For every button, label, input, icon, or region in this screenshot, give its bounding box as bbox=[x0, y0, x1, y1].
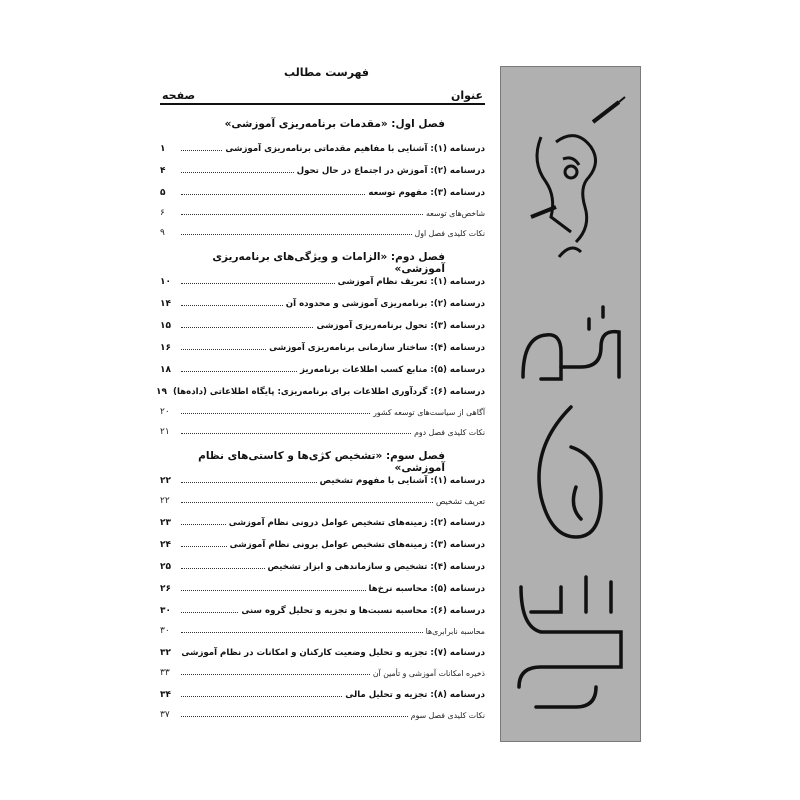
toc-subentry bbox=[160, 700, 485, 720]
toc-subentry bbox=[160, 218, 485, 238]
entry-label: درسنامه (۱): آشنایی با مفاهیم مقدماتی برنامه‌ریزی آموزشی bbox=[225, 144, 485, 154]
entry-page-number: ۲۵ bbox=[160, 562, 171, 572]
entry-page-number: ۲۶ bbox=[160, 584, 171, 594]
toc-entry bbox=[160, 353, 485, 375]
emblem-icon bbox=[531, 97, 625, 257]
entry-page-number: ۱۶ bbox=[160, 343, 171, 353]
entry-page-number: ۱۰ bbox=[160, 277, 171, 287]
entry-label: درسنامه (۲): برنامه‌ریزی آموزشی و محدوده آن bbox=[285, 299, 485, 309]
dot-leader bbox=[181, 305, 283, 306]
entry-label: ذخیره امکانات آموزشی و تأمین آن bbox=[372, 669, 485, 678]
dot-leader bbox=[181, 150, 222, 151]
table-of-contents bbox=[156, 66, 485, 720]
entry-label: درسنامه (۷): تجزیه و تحلیل وضعیت کارکنان و امکانات در نظام آموزشی bbox=[181, 648, 485, 658]
dot-leader bbox=[181, 327, 313, 328]
toc-entry bbox=[160, 528, 485, 550]
toc-entry bbox=[160, 550, 485, 572]
toc-subentry bbox=[160, 198, 485, 218]
entry-label: درسنامه (۲): آموزش در اجتماع در حال تحول bbox=[296, 166, 485, 176]
dot-leader bbox=[181, 674, 370, 675]
dot-leader bbox=[181, 433, 411, 434]
toc-entry bbox=[160, 176, 485, 198]
entry-page-number: ۵ bbox=[160, 188, 166, 198]
entry-page-number: ۴ bbox=[160, 166, 166, 176]
entry-label: درسنامه (۳): مفهوم توسعه bbox=[368, 188, 485, 198]
toc-subentry bbox=[160, 417, 485, 437]
title-column-header: عنوان bbox=[450, 89, 483, 102]
entry-page-number: ۱۵ bbox=[160, 321, 171, 331]
dot-leader bbox=[181, 632, 423, 633]
toc-entry bbox=[160, 132, 485, 154]
entry-page-number: ۳۲ bbox=[160, 648, 171, 658]
chapter-title: فصل اول: «مقدمات برنامه‌ریزی آموزشی» bbox=[224, 118, 445, 130]
dot-leader bbox=[181, 234, 412, 235]
dot-leader bbox=[181, 413, 370, 414]
entry-label: محاسبه نابرابری‌ها bbox=[425, 627, 485, 636]
toc-entry bbox=[160, 154, 485, 176]
chapter-title: فصل دوم: «الزامات و ویژگی‌های برنامه‌ریزی آموزشی» bbox=[212, 251, 445, 275]
entry-label: شاخص‌های توسعه bbox=[425, 209, 485, 218]
entry-page-number: ۶ bbox=[160, 208, 165, 218]
dot-leader bbox=[181, 502, 433, 503]
dot-leader bbox=[181, 568, 265, 569]
calligraphy-mark bbox=[519, 307, 621, 707]
entry-label: درسنامه (۳): زمینه‌های تشخیص عوامل برونی نظام آموزشی bbox=[229, 540, 485, 550]
entry-label: تعریف تشخیص bbox=[435, 497, 485, 506]
entry-label: درسنامه (۴): ساختار سازمانی برنامه‌ریزی آموزشی bbox=[269, 343, 485, 353]
entry-page-number: ۱۴ bbox=[160, 299, 171, 309]
entry-page-number: ۳۰ bbox=[160, 606, 171, 616]
entry-page-number: ۲۲ bbox=[160, 476, 171, 486]
publisher-logo-panel bbox=[500, 66, 641, 742]
entry-label: درسنامه (۲): زمینه‌های تشخیص عوامل درونی نظام آموزشی bbox=[228, 518, 485, 528]
toc-entry bbox=[160, 678, 485, 700]
toc-entry bbox=[156, 375, 485, 397]
dot-leader bbox=[181, 546, 227, 547]
dot-leader bbox=[181, 696, 342, 697]
toc-subentry bbox=[160, 486, 485, 506]
toc-entry bbox=[160, 331, 485, 353]
entry-page-number: ۱۸ bbox=[160, 365, 171, 375]
entry-page-number: ۲۲ bbox=[160, 496, 170, 506]
entry-label: درسنامه (۶): گردآوری اطلاعات برای برنامه‌ریزی: پایگاه اطلاعاتی (داده‌ها) bbox=[173, 387, 485, 397]
entry-label: نکات کلیدی فصل سوم bbox=[410, 711, 485, 720]
entry-page-number: ۱ bbox=[160, 144, 166, 154]
entry-label: درسنامه (۴): تشخیص و سازماندهی و ابزار تشخیص bbox=[267, 562, 485, 572]
entry-label: درسنامه (۱): آشنایی با مفهوم تشخیص bbox=[319, 476, 485, 486]
entry-page-number: ۲۱ bbox=[160, 427, 170, 437]
entry-page-number: ۳۷ bbox=[160, 710, 170, 720]
entry-label: درسنامه (۸): تجزیه و تحلیل مالی bbox=[345, 690, 485, 700]
entry-label: نکات کلیدی فصل دوم bbox=[414, 428, 485, 437]
dot-leader bbox=[181, 214, 423, 215]
entry-label: درسنامه (۵): منابع کسب اطلاعات برنامه‌ریز bbox=[300, 365, 485, 375]
dot-leader bbox=[181, 612, 238, 613]
dot-leader bbox=[181, 482, 317, 483]
dot-leader bbox=[181, 524, 226, 525]
entry-label: درسنامه (۳): تحول برنامه‌ریزی آموزشی bbox=[316, 321, 485, 331]
entry-label: درسنامه (۱): تعریف نظام آموزشی bbox=[337, 277, 485, 287]
entry-page-number: ۲۳ bbox=[160, 518, 171, 528]
entry-page-number: ۳۴ bbox=[160, 690, 171, 700]
toc-entry bbox=[160, 287, 485, 309]
chapters-list bbox=[156, 118, 485, 720]
dot-leader bbox=[181, 283, 335, 284]
entry-page-number: ۳۳ bbox=[160, 668, 170, 678]
toc-entry bbox=[160, 636, 485, 658]
entry-label: نکات کلیدی فصل اول bbox=[414, 229, 485, 238]
entry-page-number: ۹ bbox=[160, 228, 165, 238]
toc-header-row bbox=[160, 82, 485, 105]
dot-leader bbox=[181, 194, 365, 195]
entry-label: آگاهی از سیاست‌های توسعه کشور bbox=[373, 408, 485, 417]
toc-entry bbox=[160, 594, 485, 616]
toc-title: فهرست مطالب bbox=[283, 66, 370, 79]
toc-entry bbox=[160, 572, 485, 594]
entry-page-number: ۳۰ bbox=[160, 626, 170, 636]
dot-leader bbox=[181, 590, 366, 591]
entry-page-number: ۲۰ bbox=[160, 407, 170, 417]
chapter-title: فصل سوم: «تشخیص کژی‌ها و کاستی‌های نظام آموزشی» bbox=[198, 450, 445, 474]
toc-subentry bbox=[160, 397, 485, 417]
toc-subentry bbox=[160, 658, 485, 678]
dot-leader bbox=[181, 371, 297, 372]
entry-page-number: ۱۹ bbox=[156, 387, 168, 397]
entry-label: درسنامه (۵): محاسبه نرخ‌ها bbox=[368, 584, 485, 594]
toc-entry bbox=[160, 506, 485, 528]
dot-leader bbox=[181, 349, 266, 350]
modaresan-sharif-logo bbox=[501, 67, 642, 743]
dot-leader bbox=[181, 716, 408, 717]
dot-leader bbox=[181, 172, 294, 173]
entry-page-number: ۲۴ bbox=[160, 540, 171, 550]
entry-label: درسنامه (۶): محاسبه نسبت‌ها و تجزیه و تحلیل گروه سنی bbox=[241, 606, 485, 616]
toc-subentry bbox=[160, 616, 485, 636]
page-column-header: صفحه bbox=[162, 89, 196, 102]
toc-entry bbox=[160, 309, 485, 331]
